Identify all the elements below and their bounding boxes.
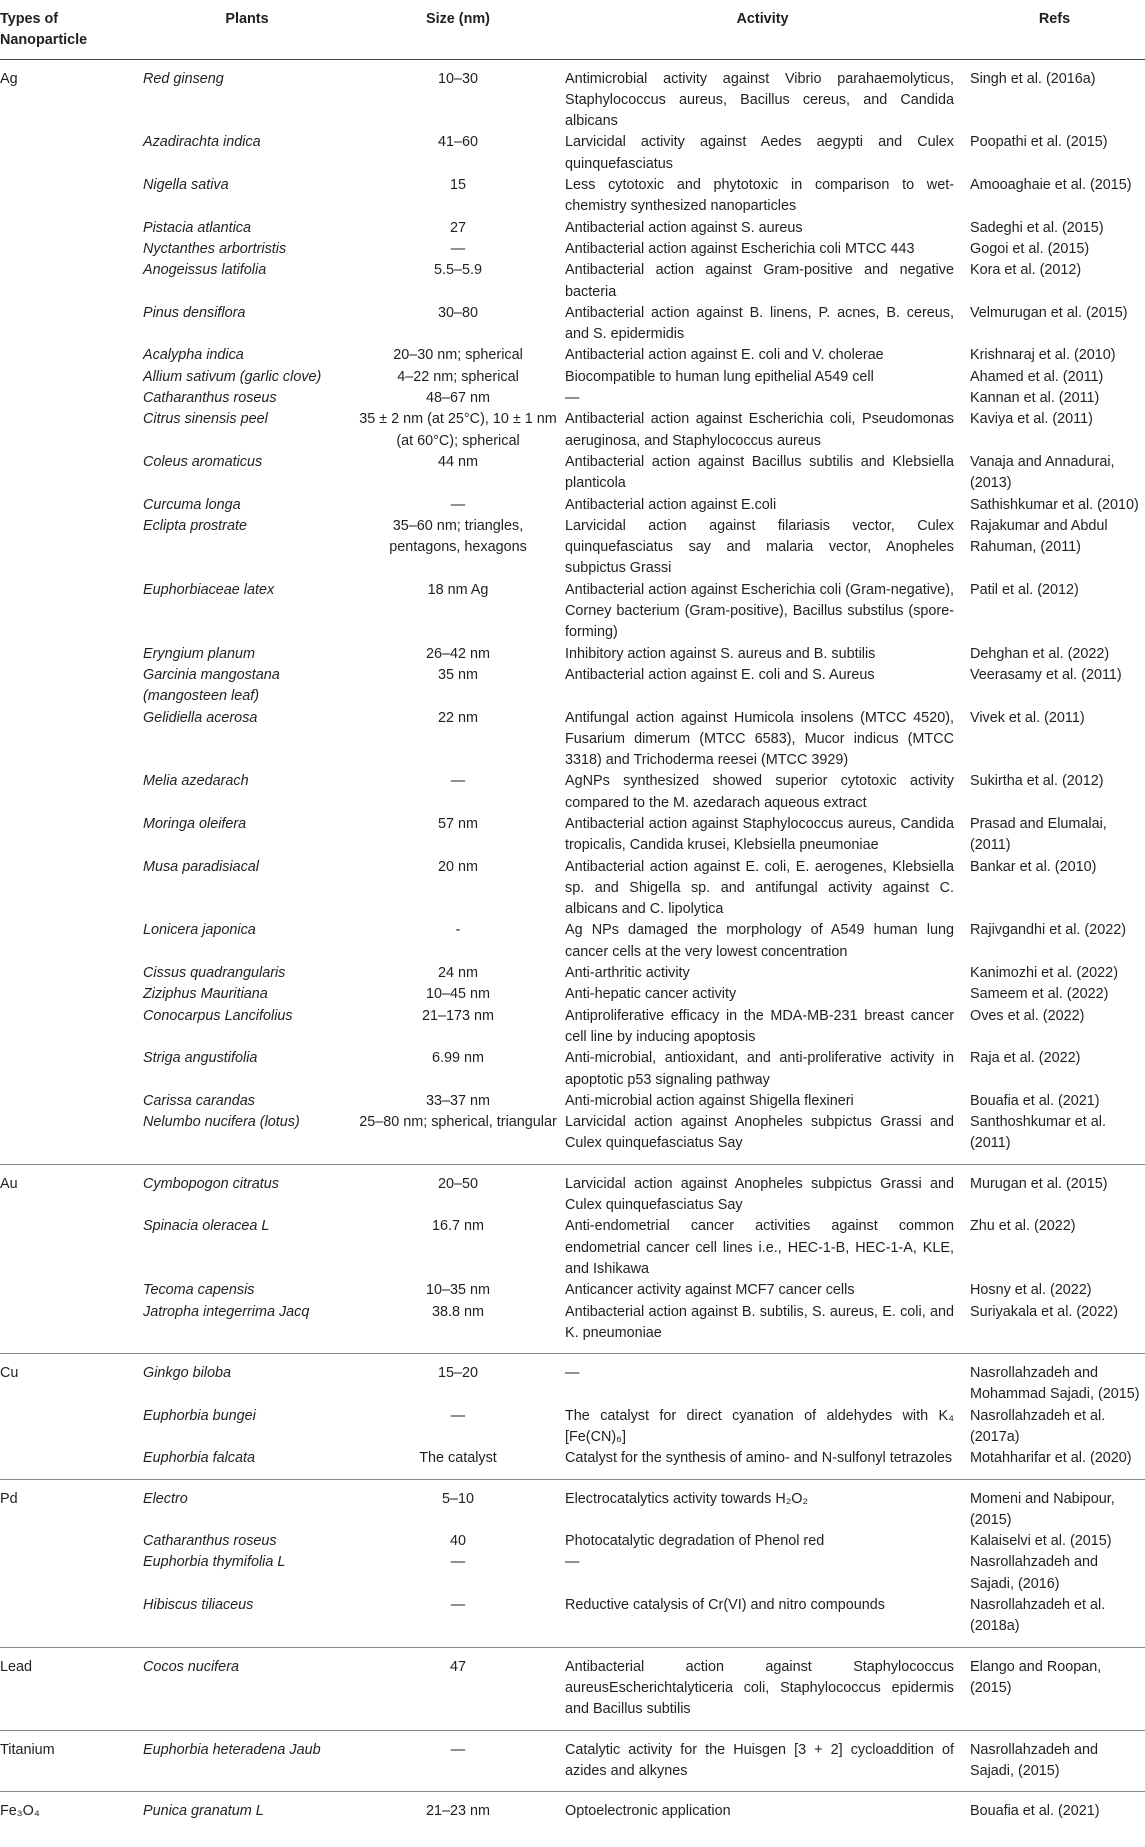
table-row: [0, 1091, 1145, 1112]
cell-type: [0, 452, 139, 495]
cell-ref: Velmurugan et al. (2015): [970, 304, 1128, 321]
table-row: [0, 1552, 1145, 1595]
cell-activity: Antibacterial action against E.coli: [565, 496, 777, 513]
cell-activity: AgNPs synthesized showed superior cytotoxic activity compared to the M. azedarach aqueous extract: [565, 773, 954, 811]
cell-ref: Gogoi et al. (2015): [970, 240, 1090, 257]
cell-ref: Kaviya et al. (2011): [970, 411, 1093, 428]
table-header: [0, 0, 1145, 59]
cell-ref: Dehghan et al. (2022): [970, 645, 1110, 662]
cell-plant: Cissus quadrangularis: [143, 965, 286, 982]
cell-activity: Anti-microbial action against Shigella flexineri: [565, 1092, 854, 1109]
nanoparticle-group: [0, 1792, 1145, 1832]
cell-ref: Veerasamy et al. (2011): [970, 666, 1122, 683]
cell-activity: Electrocatalytics activity towards H₂O₂: [565, 1490, 809, 1507]
cell-ref: Santhoshkumar et al. (2011): [964, 1112, 1145, 1164]
cell-activity: Anti-endometrial cancer activities against common endometrial cancer cell lines i.e., HEC-1-B, HEC-1-A, KLE, and Ishikawa: [565, 1218, 954, 1277]
cell-ref: Sameem et al. (2022): [970, 986, 1109, 1003]
table-row: [0, 1354, 1145, 1406]
cell-ref: Vivek et al. (2011): [970, 709, 1085, 726]
table-row: [0, 771, 1145, 814]
table-row: [0, 1406, 1145, 1449]
table-row: [0, 1216, 1145, 1280]
cell-size: 4–22 nm; spherical: [397, 368, 519, 385]
table-row: [0, 580, 1145, 644]
cell-plant: Azadirachta indica: [143, 134, 261, 151]
cell-ref: Sadeghi et al. (2015): [970, 219, 1104, 236]
cell-activity: Larvicidal action against filariasis vector, Culex quinquefasciatus say and malaria vector, Anopheles subpictus Grassi: [565, 517, 954, 577]
cell-plant: Melia azedarach: [143, 773, 249, 790]
cell-plant: Moringa oleifera: [143, 815, 247, 832]
cell-size: 15–20: [437, 1365, 479, 1382]
cell-plant: Hibiscus tiliaceus: [139, 1595, 355, 1647]
cell-plant: Anogeissus latifolia: [143, 262, 267, 279]
cell-type: [0, 495, 139, 516]
cell-size: 22 nm: [438, 709, 478, 726]
cell-activity: Larvicidal action against Anopheles subpictus Grassi and Culex quinquefasciatus Say: [565, 1175, 954, 1214]
cell-plant: Acalypha indica: [143, 347, 244, 364]
cell-type: [0, 580, 139, 644]
cell-ref: Vanaja and Annadurai, (2013): [970, 453, 1115, 492]
nanoparticle-group: [0, 1730, 1145, 1792]
table-row: [0, 452, 1145, 495]
table-row: [0, 303, 1145, 346]
cell-ref: Zhu et al. (2022): [970, 1218, 1076, 1235]
cell-plant: Ginkgo biloba: [143, 1365, 232, 1382]
cell-type: [0, 239, 139, 260]
cell-ref: Kanimozhi et al. (2022): [970, 965, 1118, 982]
table-row: [0, 814, 1145, 857]
cell-type: [0, 1091, 139, 1112]
table-row: [0, 1164, 1145, 1216]
table-row: [0, 218, 1145, 239]
cell-size: 35 ± 2 nm (at 25°C), 10 ± 1 nm (at 60°C); spherical: [359, 411, 557, 449]
cell-type: [0, 409, 139, 452]
cell-ref: Momeni and Nabipour, (2015): [970, 1490, 1115, 1528]
cell-type: [0, 388, 139, 409]
cell-ref: Nasrollahzadeh et al. (2017a): [970, 1407, 1106, 1445]
cell-activity: —: [565, 390, 580, 407]
cell-plant: Euphorbia falcata: [139, 1448, 355, 1479]
cell-type: [0, 1302, 139, 1354]
table-row: [0, 1595, 1145, 1647]
table-row: [0, 1448, 1145, 1479]
cell-size: —: [450, 496, 466, 513]
cell-size: 41–60: [437, 134, 479, 151]
cell-size: The catalyst: [355, 1448, 561, 1479]
cell-size: 24 nm: [438, 965, 478, 982]
cell-size: 18 nm Ag: [427, 581, 489, 598]
table-row: [0, 367, 1145, 388]
cell-type: Fe₃O₄: [0, 1803, 40, 1820]
cell-plant: Catharanthus roseus: [143, 1533, 277, 1550]
cell-ref: Elango and Roopan, (2015): [964, 1647, 1145, 1730]
cell-plant: Nigella sativa: [143, 177, 229, 194]
cell-type: [0, 1006, 139, 1049]
table-row: [0, 132, 1145, 175]
cell-size: 33–37 nm: [425, 1092, 490, 1109]
nanoparticle-group: [0, 1354, 1145, 1479]
cell-size: 48–67 nm: [425, 390, 490, 407]
table-row: [0, 1479, 1145, 1531]
cell-type: [0, 857, 139, 921]
cell-size: 26–42 nm: [425, 645, 490, 662]
cell-size: —: [450, 1554, 466, 1571]
cell-activity: —: [565, 1554, 580, 1571]
cell-size: 44 nm: [438, 453, 478, 470]
cell-ref: Suriyakala et al. (2022): [964, 1302, 1145, 1354]
table-row: [0, 495, 1145, 516]
table-row: [0, 260, 1145, 303]
cell-size: 10–45 nm: [425, 986, 490, 1003]
cell-plant: Cocos nucifera: [139, 1647, 355, 1730]
cell-ref: Krishnaraj et al. (2010): [970, 347, 1116, 364]
cell-type: [0, 175, 139, 218]
table-row: [0, 59, 1145, 132]
table-row: [0, 1792, 1145, 1832]
table-row: [0, 963, 1145, 984]
table-row: [0, 665, 1145, 708]
cell-type: Au: [0, 1175, 18, 1192]
cell-plant: Euphorbiaceae latex: [143, 581, 275, 598]
cell-ref: Nasrollahzadeh and Mohammad Sajadi, (2015): [970, 1365, 1140, 1403]
cell-activity: Reductive catalysis of Cr(VI) and nitro compounds: [561, 1595, 964, 1647]
cell-size: 27: [449, 219, 466, 236]
cell-plant: Allium sativum (garlic clove): [143, 368, 322, 385]
table-row: [0, 388, 1145, 409]
cell-ref: Nasrollahzadeh and Sajadi, (2016): [970, 1554, 1099, 1592]
cell-size: 30–80: [437, 304, 479, 321]
table-row: [0, 708, 1145, 772]
cell-ref: Hosny et al. (2022): [970, 1282, 1092, 1299]
cell-activity: Antibacterial action against S. aureus: [565, 219, 803, 236]
cell-size: —: [355, 1730, 561, 1792]
cell-plant: Euphorbia bungei: [143, 1407, 256, 1424]
cell-activity: Photocatalytic degradation of Phenol red: [565, 1533, 825, 1550]
cell-ref: Raja et al. (2022): [970, 1050, 1081, 1067]
cell-ref: Rajakumar and Abdul Rahuman, (2011): [970, 517, 1108, 556]
table-row: [0, 920, 1145, 963]
table-row: [0, 1280, 1145, 1301]
cell-type: [0, 644, 139, 665]
cell-plant: Cymbopogon citratus: [143, 1175, 279, 1192]
table-row: [0, 1112, 1145, 1164]
cell-type: [0, 367, 139, 388]
cell-size: 57 nm: [438, 815, 478, 832]
cell-activity: Anti-hepatic cancer activity: [565, 986, 737, 1003]
cell-type: [0, 132, 139, 175]
table-row: [0, 175, 1145, 218]
cell-size: 38.8 nm: [355, 1302, 561, 1354]
cell-type: Pd: [0, 1490, 18, 1507]
cell-plant: Coleus aromaticus: [143, 453, 263, 470]
table-row: [0, 1730, 1145, 1792]
nanoparticle-group: [0, 1164, 1145, 1353]
cell-type: Ag: [0, 70, 18, 87]
cell-ref: Motahharifar et al. (2020): [964, 1448, 1145, 1479]
cell-activity: Ag NPs damaged the morphology of A549 human lung cancer cells at the very lowest concentration: [565, 922, 954, 960]
cell-type: [0, 963, 139, 984]
cell-activity: Catalytic activity for the Huisgen [3 + 2] cycloaddition of azides and alkynes: [561, 1730, 964, 1792]
cell-activity: Antibacterial action against Gram-positive and negative bacteria: [565, 262, 954, 300]
cell-plant: Nyctanthes arbortristis: [143, 240, 287, 257]
table-row: [0, 345, 1145, 366]
nanoparticle-group: [0, 1647, 1145, 1730]
cell-plant: Pistacia atlantica: [143, 219, 251, 236]
cell-size: 21–23 nm: [425, 1803, 490, 1820]
cell-activity: Antibacterial action against Staphylococcus aureus, Candida tropicalis, Candida krusei, Klebsiella pneumoniae: [565, 815, 954, 854]
cell-type: [0, 345, 139, 366]
cell-activity: Antibacterial action against Escherichia coli, Pseudomonas aeruginosa, and Staphylococcus aureus: [565, 411, 954, 449]
table-row: [0, 1302, 1145, 1354]
cell-ref: Bouafia et al. (2021): [970, 1803, 1100, 1820]
table-row: [0, 1048, 1145, 1091]
cell-size: 20–50: [437, 1175, 479, 1192]
cell-ref: Patil et al. (2012): [970, 581, 1079, 598]
header-row: [0, 0, 1145, 59]
table-row: [0, 1531, 1145, 1552]
cell-type: Lead: [0, 1647, 139, 1730]
cell-size: 35 nm: [438, 666, 478, 683]
cell-size: —: [450, 1407, 466, 1424]
table-row: [0, 516, 1145, 580]
cell-size: 10–30: [437, 70, 479, 87]
cell-plant: Conocarpus Lancifolius: [143, 1007, 293, 1024]
cell-ref: Bouafia et al. (2021): [970, 1092, 1100, 1109]
cell-plant: Citrus sinensis peel: [143, 411, 268, 428]
cell-ref: Sathishkumar et al. (2010): [970, 496, 1139, 513]
cell-plant: Red ginseng: [143, 70, 224, 87]
cell-activity: The catalyst for direct cyanation of aldehydes with K₄ [Fe(CN)₆]: [565, 1407, 954, 1445]
cell-activity: Antibacterial action against E. coli and V. cholerae: [565, 347, 884, 364]
cell-activity: Antibacterial action against B. subtilis, S. aureus, E. coli, and K. pneumoniae: [561, 1302, 964, 1354]
cell-activity: Antifungal action against Humicola insolens (MTCC 4520), Fusarium dimerum (MTCC 6583), Mucor indicus (MTCC 3318) and Trichoderma reesei (MTCC 3929): [565, 709, 954, 769]
cell-type: [0, 1552, 139, 1595]
cell-ref: Oves et al. (2022): [970, 1007, 1085, 1024]
cell-type: [0, 1406, 139, 1449]
cell-size: 35–60 nm; triangles, pentagons, hexagons: [389, 517, 527, 556]
cell-plant: Lonicera japonica: [143, 922, 256, 939]
cell-plant: Jatropha integerrima Jacq: [139, 1302, 355, 1354]
header-activity: Activity: [561, 0, 964, 59]
cell-type: [0, 516, 139, 580]
cell-activity: Antibacterial action against E. coli, E. aerogenes, Klebsiella sp. and Shigella sp. and antifungal activity against C. albicans and C. lipolytica: [565, 858, 954, 918]
cell-plant: Catharanthus roseus: [143, 390, 277, 407]
cell-type: Cu: [0, 1365, 19, 1382]
cell-type: [0, 1531, 139, 1552]
cell-plant: Gelidiella acerosa: [143, 709, 258, 726]
cell-activity: Antibacterial action against B. linens, P. acnes, B. cereus, and S. epidermidis: [565, 304, 954, 343]
header-plants: Plants: [139, 0, 355, 59]
cell-ref: Nasrollahzadeh and Sajadi, (2015): [964, 1730, 1145, 1792]
cell-size: 16.7 nm: [432, 1218, 484, 1235]
cell-plant: Carissa carandas: [143, 1092, 255, 1109]
table-row: [0, 1647, 1145, 1730]
cell-size: 5.5–5.9: [433, 262, 482, 279]
cell-activity: Antibacterial action against Staphylococcus aureusEscherichtalyticeria coli, Staphylococcus epidermis and Bacillus subtilis: [561, 1647, 964, 1730]
cell-activity: Antibacterial action against Escherichia coli MTCC 443: [565, 240, 915, 257]
cell-size: 15: [449, 177, 466, 194]
table-row: [0, 644, 1145, 665]
cell-activity: Anticancer activity against MCF7 cancer cells: [565, 1282, 855, 1299]
cell-size: —: [450, 773, 466, 790]
cell-plant: Eclipta prostrate: [143, 517, 247, 534]
cell-activity: Antibacterial action against E. coli and S. Aureus: [565, 666, 875, 683]
cell-size: 25–80 nm; spherical, triangular: [355, 1112, 561, 1164]
header-refs: Refs: [964, 0, 1145, 59]
cell-size: 10–35 nm: [425, 1282, 490, 1299]
cell-plant: Striga angustifolia: [143, 1050, 258, 1067]
cell-activity: Inhibitory action against S. aureus and B. subtilis: [565, 645, 876, 662]
table-row: [0, 1006, 1145, 1049]
cell-plant: Curcuma longa: [143, 496, 241, 513]
cell-type: [0, 814, 139, 857]
cell-type: [0, 1280, 139, 1301]
cell-type: [0, 708, 139, 772]
cell-type: [0, 1595, 139, 1647]
cell-size: 20–30 nm; spherical: [393, 347, 523, 364]
cell-activity: Anti-microbial, antioxidant, and anti-proliferative activity in apoptotic p53 signaling pathway: [565, 1050, 954, 1088]
table-row: [0, 409, 1145, 452]
cell-ref: Nasrollahzadeh et al. (2018a): [964, 1595, 1145, 1647]
cell-type: [0, 303, 139, 346]
cell-plant: Electro: [143, 1490, 188, 1507]
cell-type: [0, 984, 139, 1005]
nanoparticle-group: [0, 59, 1145, 1164]
cell-plant: Nelumbo nucifera (lotus): [139, 1112, 355, 1164]
cell-plant: Pinus densiflora: [143, 304, 246, 321]
cell-type: [0, 920, 139, 963]
cell-size: 47: [355, 1647, 561, 1730]
cell-ref: Ahamed et al. (2011): [970, 368, 1104, 385]
cell-activity: Larvicidal activity against Aedes aegypti and Culex quinquefasciatus: [565, 134, 954, 172]
cell-activity: —: [565, 1365, 580, 1382]
cell-activity: Larvicidal action against Anopheles subpictus Grassi and Culex quinquefasciatus Say: [561, 1112, 964, 1164]
cell-activity: Antibacterial action against Bacillus subtilis and Klebsiella planticola: [565, 453, 954, 492]
cell-size: 40: [449, 1533, 466, 1550]
cell-type: [0, 1216, 139, 1280]
cell-size: 6.99 nm: [432, 1050, 484, 1067]
header-size: Size (nm): [355, 0, 561, 59]
cell-type: [0, 665, 139, 708]
cell-plant: Spinacia oleracea L: [143, 1218, 270, 1235]
cell-activity: Antibacterial action against Escherichia coli (Gram-negative), Corney bacterium (Gram-positive), Bacillus substilus (spore-forming): [565, 581, 954, 641]
cell-ref: Poopathi et al. (2015): [970, 134, 1108, 151]
nanoparticle-group: [0, 1479, 1145, 1647]
cell-plant: Garcinia mangostana (mangosteen leaf): [143, 666, 280, 705]
cell-ref: Murugan et al. (2015): [970, 1175, 1108, 1192]
cell-plant: Ziziphus Mauritiana: [143, 986, 268, 1003]
header-type: Types of Nanoparticle: [0, 0, 139, 59]
cell-ref: Kora et al. (2012): [970, 262, 1082, 279]
table-row: [0, 984, 1145, 1005]
cell-plant: Euphorbia thymifolia L: [143, 1554, 286, 1571]
cell-activity: Antimicrobial activity against Vibrio parahaemolyticus, Staphylococcus aureus, Bacillus cereus, and Candida albicans: [565, 70, 954, 130]
cell-plant: Musa paradisiacal: [143, 858, 259, 875]
cell-activity: Biocompatible to human lung epithelial A549 cell: [565, 368, 874, 385]
cell-activity: Catalyst for the synthesis of amino- and N-sulfonyl tetrazoles: [561, 1448, 964, 1479]
cell-type: [0, 771, 139, 814]
cell-activity: Antiproliferative efficacy in the MDA-MB-231 breast cancer cell line by inducing apoptosis: [565, 1007, 954, 1045]
cell-type: Titanium: [0, 1730, 139, 1792]
cell-plant: Eryngium planum: [143, 645, 255, 662]
cell-type: [0, 1048, 139, 1091]
cell-size: -: [455, 922, 461, 939]
cell-plant: Punica granatum L: [143, 1803, 264, 1820]
cell-size: 21–173 nm: [421, 1007, 494, 1024]
cell-type: [0, 260, 139, 303]
cell-plant: Euphorbia heteradena Jaub: [139, 1730, 355, 1792]
cell-ref: Kalaiselvi et al. (2015): [970, 1533, 1112, 1550]
cell-activity: Less cytotoxic and phytotoxic in comparison to wet-chemistry synthesized nanoparticles: [565, 177, 954, 215]
cell-type: [0, 1112, 139, 1164]
cell-type: [0, 218, 139, 239]
cell-activity: Optoelectronic application: [565, 1803, 731, 1820]
cell-ref: Amooaghaie et al. (2015): [970, 177, 1132, 194]
cell-ref: Bankar et al. (2010): [970, 858, 1097, 875]
table-row: [0, 239, 1145, 260]
cell-size: —: [450, 240, 466, 257]
cell-activity: Anti-arthritic activity: [565, 965, 690, 982]
cell-size: —: [355, 1595, 561, 1647]
cell-ref: Kannan et al. (2011): [970, 390, 1100, 407]
cell-ref: Sukirtha et al. (2012): [970, 773, 1104, 790]
cell-ref: Singh et al. (2016a): [970, 70, 1096, 87]
cell-plant: Tecoma capensis: [143, 1282, 255, 1299]
cell-size: 20 nm: [438, 858, 478, 875]
cell-type: [0, 1448, 139, 1479]
cell-ref: Rajivgandhi et al. (2022): [970, 922, 1126, 939]
table-row: [0, 857, 1145, 921]
cell-ref: Prasad and Elumalai, (2011): [970, 815, 1107, 854]
cell-size: 5–10: [441, 1490, 474, 1507]
